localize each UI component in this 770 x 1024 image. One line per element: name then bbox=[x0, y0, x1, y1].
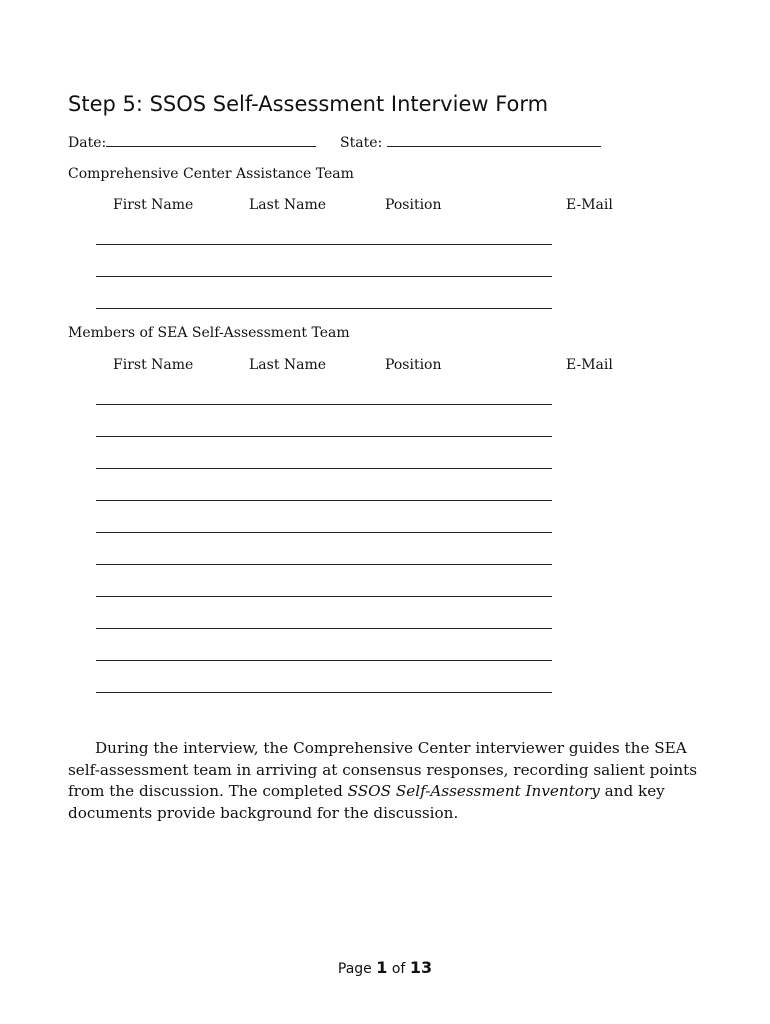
column-first-name: First Name bbox=[113, 197, 194, 213]
entry-line[interactable] bbox=[96, 564, 552, 565]
entry-line[interactable] bbox=[96, 404, 552, 405]
entry-line[interactable] bbox=[96, 532, 552, 533]
date-label: Date: bbox=[68, 135, 107, 151]
page-word: Page bbox=[337, 961, 372, 977]
column-last-name: Last Name bbox=[249, 357, 327, 373]
cc-team-heading: Comprehensive Center Assistance Team bbox=[68, 166, 354, 182]
date-field bbox=[68, 134, 316, 151]
inventory-title: SSOS Self-Assessment Inventory bbox=[347, 782, 600, 800]
entry-line[interactable] bbox=[96, 628, 552, 629]
column-email: E-Mail bbox=[566, 197, 613, 213]
column-position: Position bbox=[385, 197, 442, 213]
total-pages-number: 13 bbox=[409, 958, 433, 977]
entry-line[interactable] bbox=[96, 276, 552, 277]
entry-line[interactable] bbox=[96, 308, 552, 309]
column-last-name: Last Name bbox=[249, 197, 327, 213]
column-email: E-Mail bbox=[566, 357, 613, 373]
entry-line[interactable] bbox=[96, 468, 552, 469]
date-input-line[interactable] bbox=[106, 134, 316, 147]
instruction-paragraph bbox=[68, 738, 708, 824]
current-page-number: 1 bbox=[376, 958, 388, 977]
page-footer bbox=[0, 958, 770, 977]
state-label: State: bbox=[340, 135, 383, 151]
paragraph-text: During the interview, the Comprehensive Center interviewer guides the SEA self-assessment team in arriving at consensus responses, recording salient points from the discussion. The completed bbox=[68, 739, 698, 800]
entry-line[interactable] bbox=[96, 692, 552, 693]
entry-line[interactable] bbox=[96, 596, 552, 597]
state-input-line[interactable] bbox=[387, 134, 601, 147]
state-field bbox=[340, 134, 601, 151]
entry-line[interactable] bbox=[96, 436, 552, 437]
paragraph-text-end: and key documents provide background for the discussion. bbox=[68, 782, 665, 822]
of-word: of bbox=[391, 961, 406, 977]
entry-line[interactable] bbox=[96, 660, 552, 661]
entry-line[interactable] bbox=[96, 500, 552, 501]
entry-line[interactable] bbox=[96, 244, 552, 245]
column-first-name: First Name bbox=[113, 357, 194, 373]
sea-team-heading: Members of SEA Self-Assessment Team bbox=[68, 325, 350, 341]
page-title: Step 5: SSOS Self-Assessment Interview Form bbox=[68, 92, 549, 116]
column-position: Position bbox=[385, 357, 442, 373]
